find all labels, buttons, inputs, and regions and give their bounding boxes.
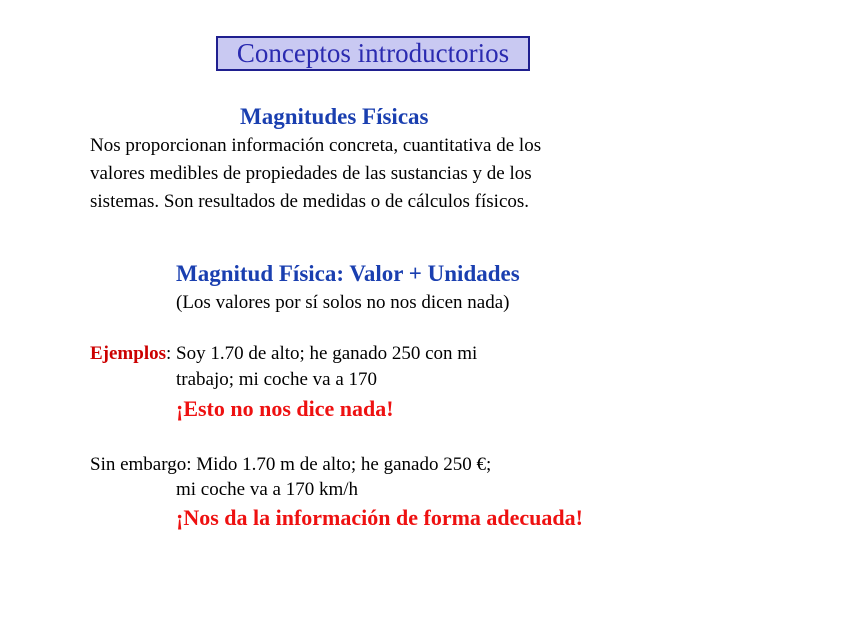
however-line-1: Sin embargo: Mido 1.70 m de alto; he ganado 250 €; [90,454,492,475]
section-heading-magnitudes: Magnitudes Físicas [240,104,429,129]
examples-label: Ejemplos [90,343,166,364]
definition-paragraph [90,132,541,216]
however-line-2: mi coche va a 170 km/h [176,479,359,500]
definition-line: valores medibles de propiedades de las sustancias y de los [90,163,532,184]
examples-text-1: Soy 1.70 de alto; he ganado 250 con mi [176,343,478,364]
section-heading-formula: Magnitud Física: Valor + Unidades [176,261,520,286]
examples-emphasis: ¡Esto no nos dice nada! [176,396,394,421]
however-emphasis: ¡Nos da la información de forma adecuada! [176,505,583,530]
formula-note: (Los valores por sí solos no nos dicen nada) [176,292,510,313]
definition-line: Nos proporcionan información concreta, cuantitativa de los [90,135,542,156]
examples-separator: : [166,343,177,364]
definition-line: sistemas. Son resultados de medidas o de cálculos físicos. [90,191,530,212]
slide-title: Conceptos introductorios [216,36,530,71]
examples-line-2: trabajo; mi coche va a 170 [176,369,378,390]
examples-line-1 [90,343,477,365]
